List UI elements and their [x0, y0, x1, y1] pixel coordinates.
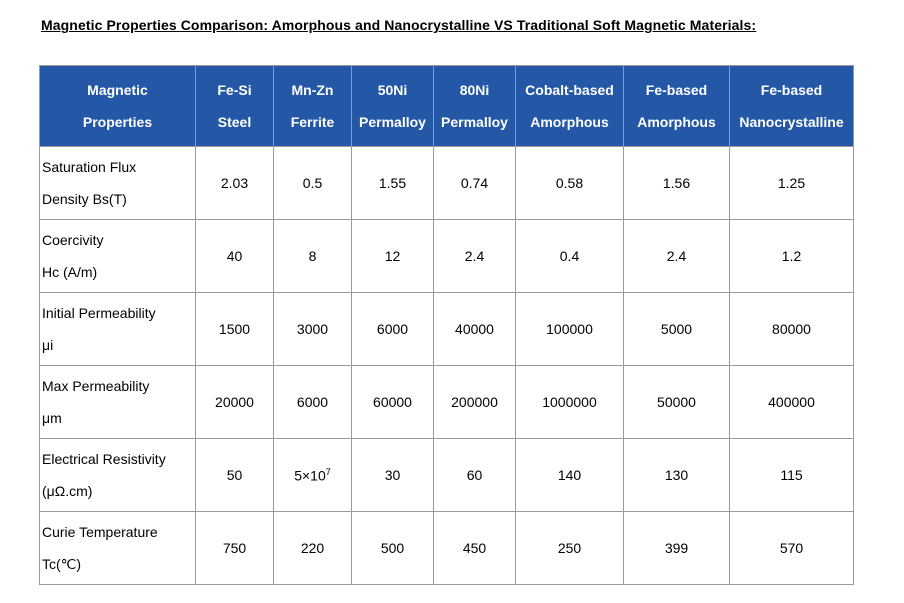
- table-cell: 450: [434, 512, 516, 585]
- row-label: [40, 220, 196, 293]
- table-cell: 50000: [624, 366, 730, 439]
- table-cell: 500: [352, 512, 434, 585]
- table-cell: 220: [274, 512, 352, 585]
- table-cell: 80000: [730, 293, 854, 366]
- table-cell: 115: [730, 439, 854, 512]
- row-label-line: μm: [42, 410, 62, 426]
- table-cell: 200000: [434, 366, 516, 439]
- header-label: Amorphous: [637, 114, 716, 130]
- table-row: [40, 293, 854, 366]
- header-fe-si-steel: [196, 66, 274, 147]
- header-magnetic-properties: [40, 66, 196, 147]
- row-label-line: μi: [42, 337, 54, 353]
- table-cell: 30: [352, 439, 434, 512]
- table-cell: 570: [730, 512, 854, 585]
- table-cell: 1.56: [624, 147, 730, 220]
- value-base: 5×10: [294, 467, 326, 484]
- header-label: Fe-Si: [217, 82, 252, 98]
- table-cell: 50: [196, 439, 274, 512]
- table-cell: 40: [196, 220, 274, 293]
- table-cell: 400000: [730, 366, 854, 439]
- header-label: Nanocrystalline: [739, 114, 844, 130]
- header-label: Magnetic: [87, 82, 148, 98]
- table-cell: 40000: [434, 293, 516, 366]
- table-cell: 60000: [352, 366, 434, 439]
- row-label: [40, 293, 196, 366]
- table-cell: 1500: [196, 293, 274, 366]
- header-label: Fe-based: [760, 82, 823, 98]
- header-label: Cobalt-based: [525, 82, 614, 98]
- table-row: [40, 439, 854, 512]
- table-cell: 1.25: [730, 147, 854, 220]
- table-cell: 8: [274, 220, 352, 293]
- value-exponent: 7: [325, 466, 331, 477]
- table-cell: 0.5: [274, 147, 352, 220]
- comparison-table: [39, 65, 854, 585]
- table-cell: 2.03: [196, 147, 274, 220]
- table-row: [40, 147, 854, 220]
- table-cell: 140: [516, 439, 624, 512]
- header-label: Mn-Zn: [291, 82, 334, 98]
- table-row: [40, 512, 854, 585]
- table-cell: 20000: [196, 366, 274, 439]
- row-label-line: Density Bs(T): [42, 191, 127, 207]
- header-row: [40, 66, 854, 147]
- row-label-line: Tc(℃): [42, 556, 82, 572]
- header-label: Amorphous: [530, 114, 609, 130]
- header-fe-amorphous: [624, 66, 730, 147]
- row-label: [40, 512, 196, 585]
- header-label: Fe-based: [645, 82, 708, 98]
- header-label: Ferrite: [290, 114, 335, 130]
- header-cobalt-amorphous: [516, 66, 624, 147]
- table-cell: [274, 439, 352, 512]
- row-label-line: Hc (A/m): [42, 264, 98, 280]
- header-fe-nanocrystalline: [730, 66, 854, 147]
- header-label: Steel: [217, 114, 252, 130]
- row-label-line: Initial Permeability: [42, 305, 156, 321]
- table-cell: 0.74: [434, 147, 516, 220]
- header-label: Permalloy: [441, 114, 508, 130]
- row-label-line: Electrical Resistivity: [42, 451, 166, 467]
- header-label: 80Ni: [459, 82, 490, 98]
- header-80ni-permalloy: [434, 66, 516, 147]
- table-cell: 1.55: [352, 147, 434, 220]
- row-label-line: Saturation Flux: [42, 159, 137, 175]
- table-cell: 3000: [274, 293, 352, 366]
- table-cell: 0.58: [516, 147, 624, 220]
- table-cell: 1.2: [730, 220, 854, 293]
- table-cell: 250: [516, 512, 624, 585]
- table-cell: 12: [352, 220, 434, 293]
- table-cell: 2.4: [434, 220, 516, 293]
- row-label: [40, 366, 196, 439]
- row-label: [40, 439, 196, 512]
- table-cell: 399: [624, 512, 730, 585]
- table-cell: 6000: [274, 366, 352, 439]
- page-title: Magnetic Properties Comparison: Amorphous and Nanocrystalline VS Traditional Soft Magnetic Materials:: [41, 17, 757, 33]
- table-cell: 2.4: [624, 220, 730, 293]
- table-cell: 5000: [624, 293, 730, 366]
- row-label: [40, 147, 196, 220]
- table-cell: 100000: [516, 293, 624, 366]
- table-cell: 0.4: [516, 220, 624, 293]
- table-cell: 1000000: [516, 366, 624, 439]
- table-row: [40, 366, 854, 439]
- table-cell: 750: [196, 512, 274, 585]
- table-cell: 130: [624, 439, 730, 512]
- header-label: 50Ni: [377, 82, 408, 98]
- header-label: Properties: [82, 114, 153, 130]
- row-label-line: (μΩ.cm): [42, 483, 93, 499]
- table-row: [40, 220, 854, 293]
- header-50ni-permalloy: [352, 66, 434, 147]
- header-label: Permalloy: [359, 114, 426, 130]
- table-cell: 60: [434, 439, 516, 512]
- header-mn-zn-ferrite: [274, 66, 352, 147]
- row-label-line: Curie Temperature: [42, 524, 158, 540]
- table-cell: 6000: [352, 293, 434, 366]
- row-label-line: Max Permeability: [42, 378, 150, 394]
- row-label-line: Coercivity: [42, 232, 104, 248]
